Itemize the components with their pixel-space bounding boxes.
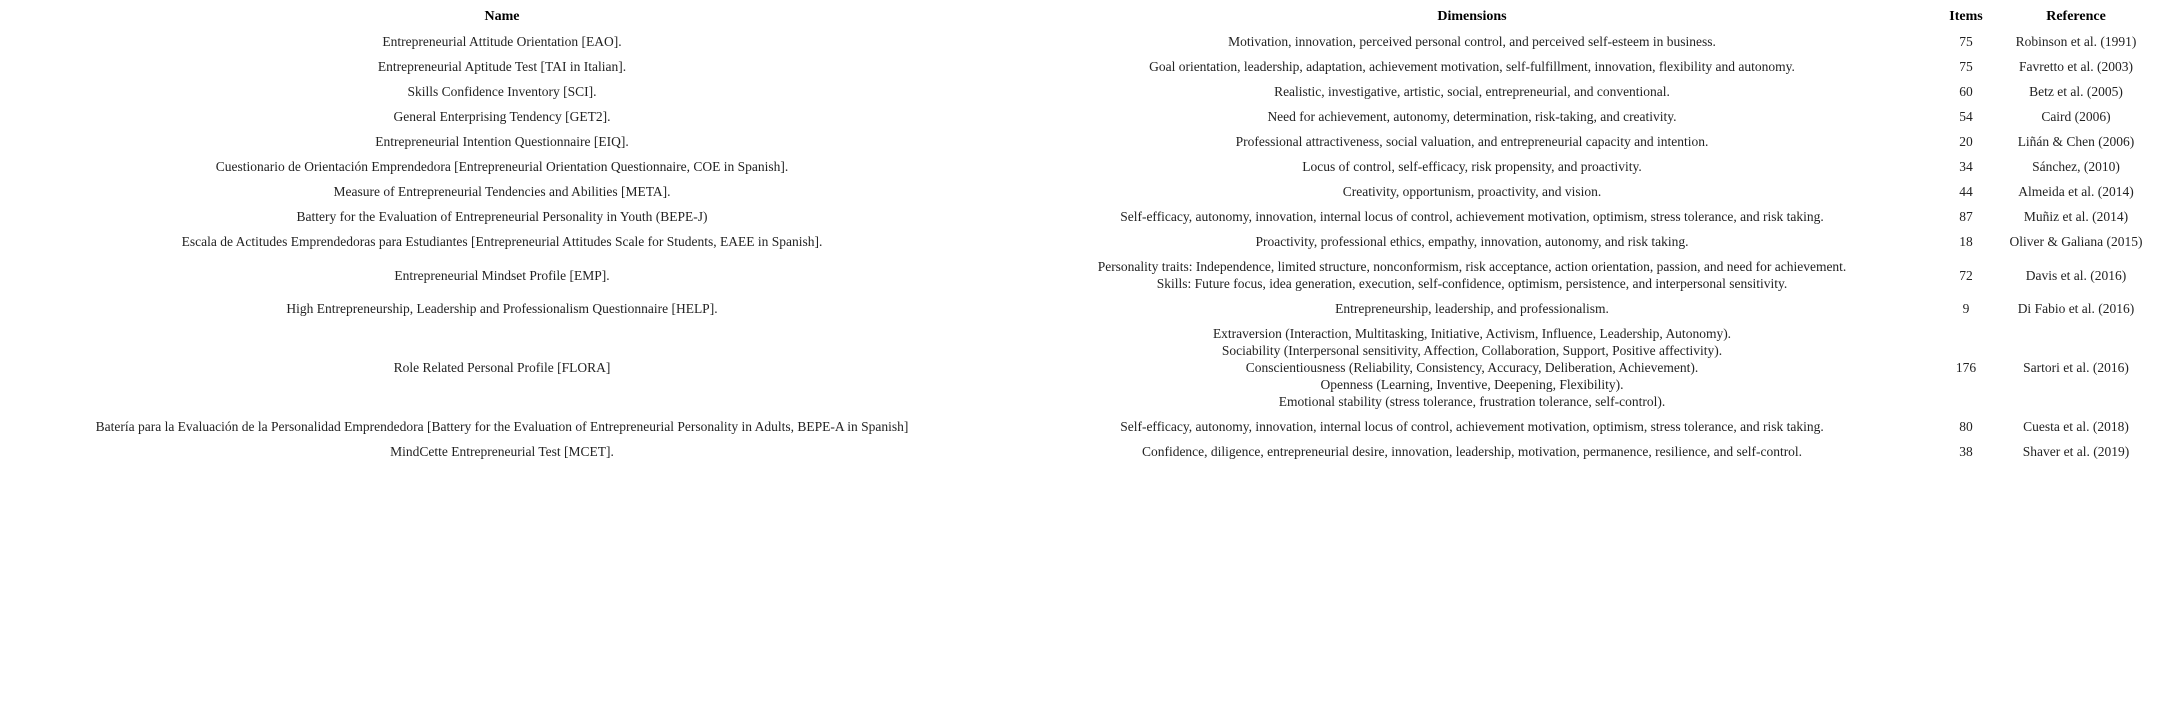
dimension-line: Motivation, innovation, perceived personal control, and perceived self-esteem in business. <box>1228 34 1716 49</box>
cell-name: Entrepreneurial Intention Questionnaire [EIQ]. <box>375 134 629 149</box>
cell-reference: Di Fabio et al. (2016) <box>2017 301 2135 316</box>
table-row <box>0 229 2160 254</box>
cell-name: Measure of Entrepreneurial Tendencies and Abilities [META]. <box>333 184 671 199</box>
dimension-line: Confidence, diligence, entrepreneurial desire, innovation, leadership, motivation, permanence, resilience, and self-control. <box>1141 444 1803 459</box>
cell-reference: Muñiz et al. (2014) <box>2023 209 2129 224</box>
dimension-line: Conscientiousness (Reliability, Consistency, Accuracy, Deliberation, Achievement). <box>1245 360 1699 375</box>
cell-name: Skills Confidence Inventory [SCI]. <box>407 84 597 99</box>
table-row <box>0 29 2160 54</box>
table-row <box>0 129 2160 154</box>
table-row <box>0 296 2160 321</box>
table-row <box>0 154 2160 179</box>
dimension-line: Entrepreneurship, leadership, and professionalism. <box>1335 301 1609 316</box>
header-row <box>0 4 2160 29</box>
cell-items: 80 <box>1959 419 1973 434</box>
cell-reference: Davis et al. (2016) <box>2025 267 2127 283</box>
cell-dimensions <box>1004 129 1940 154</box>
cell-name: Escala de Actitudes Emprendedoras para Estudiantes [Entrepreneurial Attitudes Scale for Students, EAEE in Spanish]. <box>181 234 823 249</box>
cell-dimensions <box>1004 79 1940 104</box>
table-row <box>0 414 2160 439</box>
cell-reference: Sánchez, (2010) <box>2032 159 2120 174</box>
cell-items: 34 <box>1959 159 1973 174</box>
cell-reference: Oliver & Galiana (2015) <box>2009 234 2143 249</box>
cell-items: 60 <box>1959 84 1973 99</box>
cell-items: 75 <box>1959 34 1973 49</box>
table-row <box>0 179 2160 204</box>
instruments-table <box>0 4 2160 464</box>
cell-reference: Betz et al. (2005) <box>2029 84 2123 99</box>
table-row <box>0 439 2160 464</box>
cell-reference: Almeida et al. (2014) <box>2018 184 2134 199</box>
cell-items: 54 <box>1959 109 1973 124</box>
cell-dimensions <box>1004 254 1940 296</box>
header-reference: Reference <box>2046 9 2106 24</box>
dimension-line: Sociability (Interpersonal sensitivity, Affection, Collaboration, Support, Positive affectivity). <box>1221 343 1723 358</box>
dimension-line: Emotional stability (stress tolerance, frustration tolerance, self-control). <box>1278 394 1666 409</box>
cell-reference: Shaver et al. (2019) <box>2022 444 2130 459</box>
dimension-line: Extraversion (Interaction, Multitasking, Initiative, Activism, Influence, Leadership, Autonomy). <box>1212 326 1732 341</box>
cell-items: 20 <box>1959 134 1973 149</box>
cell-reference: Favretto et al. (2003) <box>2019 59 2133 74</box>
table-body <box>0 29 2160 464</box>
cell-dimensions <box>1004 154 1940 179</box>
cell-dimensions <box>1004 414 1940 439</box>
cell-items: 44 <box>1959 184 1973 199</box>
dimension-line: Locus of control, self-efficacy, risk propensity, and proactivity. <box>1302 159 1642 174</box>
table-row <box>0 54 2160 79</box>
table-row <box>0 204 2160 229</box>
table-row <box>0 321 2160 414</box>
cell-dimensions <box>1004 321 1940 414</box>
cell-dimensions <box>1004 179 1940 204</box>
dimension-line: Goal orientation, leadership, adaptation, achievement motivation, self-fulfillment, innovation, flexibility and autonomy. <box>1149 59 1795 74</box>
dimension-line: Self-efficacy, autonomy, innovation, internal locus of control, achievement motivation, optimism, stress tolerance, and risk taking. <box>1120 419 1824 434</box>
dimension-line: Need for achievement, autonomy, determination, risk-taking, and creativity. <box>1267 109 1677 124</box>
dimension-line: Proactivity, professional ethics, empathy, innovation, autonomy, and risk taking. <box>1255 234 1689 249</box>
cell-reference: Caird (2006) <box>2041 109 2111 124</box>
cell-name: Batería para la Evaluación de la Personalidad Emprendedora [Battery for the Evaluation of Entrepreneurial Personality in Adults, BEPE-A in Spanish] <box>95 419 909 434</box>
cell-name: Entrepreneurial Mindset Profile [EMP]. <box>394 267 610 283</box>
cell-reference: Cuesta et al. (2018) <box>2023 419 2129 434</box>
cell-dimensions <box>1004 204 1940 229</box>
cell-name: General Enterprising Tendency [GET2]. <box>393 109 611 124</box>
cell-items: 9 <box>1962 301 1970 316</box>
cell-name: Role Related Personal Profile [FLORA] <box>393 360 611 375</box>
cell-dimensions <box>1004 296 1940 321</box>
cell-reference: Liñán & Chen (2006) <box>2017 134 2135 149</box>
cell-name: Entrepreneurial Attitude Orientation [EAO]. <box>382 34 622 49</box>
header-dimensions: Dimensions <box>1437 9 1507 24</box>
cell-dimensions <box>1004 29 1940 54</box>
cell-reference: Robinson et al. (1991) <box>2015 34 2137 49</box>
dimension-line: Creativity, opportunism, proactivity, and vision. <box>1342 184 1602 199</box>
table-row <box>0 254 2160 296</box>
dimension-line: Realistic, investigative, artistic, social, entrepreneurial, and conventional. <box>1274 84 1670 99</box>
cell-reference: Sartori et al. (2016) <box>2023 360 2129 375</box>
cell-dimensions <box>1004 229 1940 254</box>
cell-items: 176 <box>1955 360 1977 375</box>
cell-items: 87 <box>1959 209 1973 224</box>
dimension-line: Openness (Learning, Inventive, Deepening, Flexibility). <box>1320 377 1624 392</box>
cell-dimensions <box>1004 54 1940 79</box>
cell-items: 72 <box>1959 267 1973 283</box>
cell-items: 18 <box>1959 234 1973 249</box>
header-name: Name <box>484 9 520 24</box>
dimension-line: Self-efficacy, autonomy, innovation, internal locus of control, achievement motivation, optimism, stress tolerance, and risk taking. <box>1120 209 1824 224</box>
cell-name: Cuestionario de Orientación Emprendedora [Entrepreneurial Orientation Questionnaire, COE in Spanish]. <box>215 159 789 174</box>
header-items: Items <box>1949 9 1983 24</box>
cell-dimensions <box>1004 439 1940 464</box>
dimension-line: Skills: Future focus, idea generation, execution, self-confidence, optimism, persistence, and interpersonal sensitivity. <box>1156 276 1788 291</box>
cell-name: MindCette Entrepreneurial Test [MCET]. <box>390 444 614 459</box>
cell-items: 75 <box>1959 59 1973 74</box>
dimension-line: Personality traits: Independence, limited structure, nonconformism, risk acceptance, action orientation, passion, and need for achievement. <box>1097 259 1847 274</box>
dimension-line: Professional attractiveness, social valuation, and entrepreneurial capacity and intention. <box>1235 134 1709 149</box>
table-row <box>0 79 2160 104</box>
table-row <box>0 104 2160 129</box>
cell-name: Entrepreneurial Aptitude Test [TAI in Italian]. <box>377 59 627 74</box>
cell-dimensions <box>1004 104 1940 129</box>
cell-items: 38 <box>1959 444 1973 459</box>
cell-name: Battery for the Evaluation of Entrepreneurial Personality in Youth (BEPE-J) <box>296 209 708 224</box>
cell-name: High Entrepreneurship, Leadership and Professionalism Questionnaire [HELP]. <box>286 301 718 316</box>
